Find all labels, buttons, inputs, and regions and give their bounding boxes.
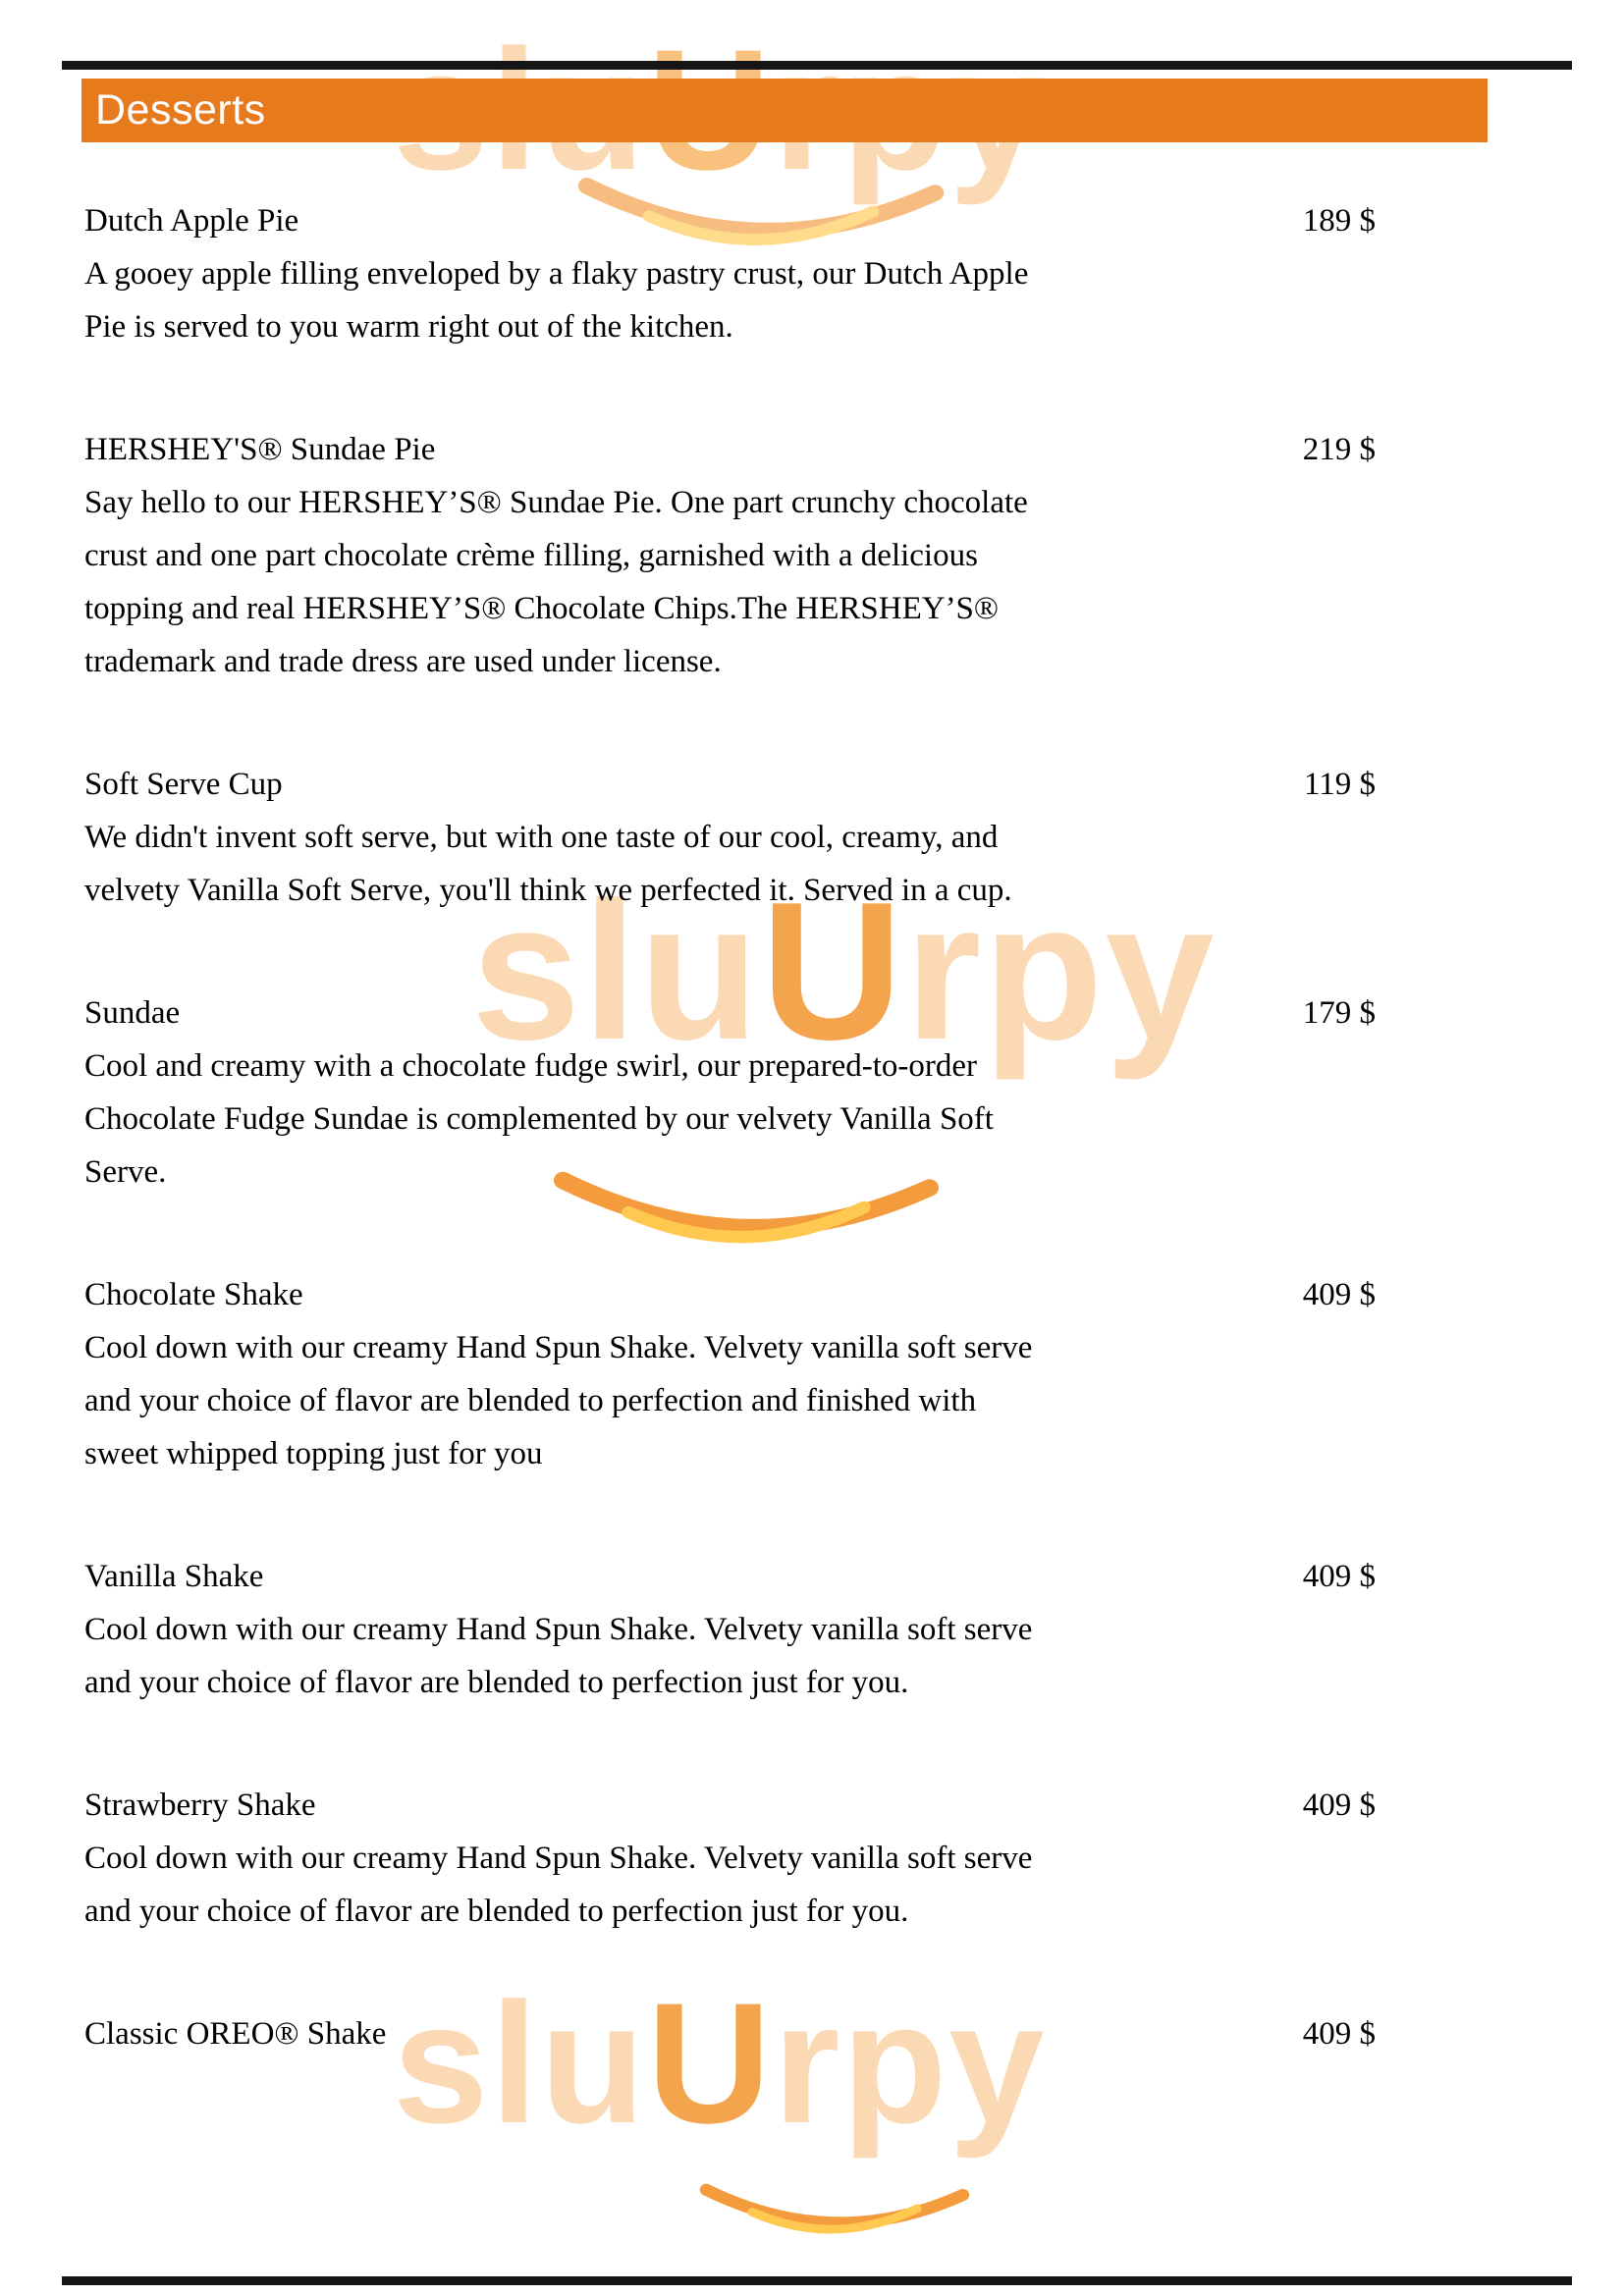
item-description: Cool down with our creamy Hand Spun Shake. Velvety vanilla soft serve and your choice of flavor are blended to perfection just for you.: [84, 1612, 1033, 1700]
item-name: Strawberry Shake: [84, 1788, 316, 1823]
item-description: Cool down with our creamy Hand Spun Shake. Velvety vanilla soft serve and your choice of flavor are blended to perfection just for you.: [84, 1841, 1033, 1929]
section-title: Desserts: [95, 86, 266, 133]
item-description: Cool and creamy with a chocolate fudge swirl, our prepared-to-order Chocolate Fudge Sundae is complemented by our velvety Vanilla Soft Serve.: [84, 1048, 994, 1190]
watermark-letter: y: [948, 1968, 1047, 2160]
watermark-letter: l: [582, 862, 639, 1081]
watermark-smile-icon: [697, 2174, 972, 2243]
menu-item: [84, 1268, 1376, 1480]
bottom-divider: [62, 2276, 1572, 2285]
item-description: We didn't invent soft serve, but with one taste of our cool, creamy, and velvety Vanilla Soft Serve, you'll think we perfected it. Served in a cup.: [84, 820, 1012, 908]
item-name: Vanilla Shake: [84, 1559, 264, 1594]
item-price: 119 $: [1303, 767, 1376, 802]
watermark-letter: y: [1105, 862, 1217, 1081]
item-name: Sundae: [84, 995, 181, 1031]
watermark-letter: p: [841, 1968, 949, 2160]
menu-item-header: [84, 758, 1376, 811]
watermark-letter: s: [471, 862, 583, 1081]
watermark-letter: u: [539, 1968, 647, 2160]
menu-item: [84, 194, 1376, 353]
top-divider: [62, 61, 1572, 70]
menu-item-header: [84, 194, 1376, 247]
menu-item: [84, 1550, 1376, 1709]
watermark-letter: p: [983, 862, 1106, 1081]
watermark-letter: s: [393, 1968, 491, 2160]
section-header: [81, 79, 1488, 142]
item-description: A gooey apple filling enveloped by a flaky pastry crust, our Dutch Apple Pie is served to you warm right out of the kitchen.: [84, 256, 1029, 345]
item-price: 409 $: [1302, 1788, 1376, 1823]
item-name: HERSHEY'S® Sundae Pie: [84, 432, 436, 467]
item-description: Cool down with our creamy Hand Spun Shake. Velvety vanilla soft serve and your choice of flavor are blended to perfection and finished with sweet whipped topping just for you: [84, 1330, 1033, 1471]
item-price: 409 $: [1302, 1277, 1376, 1312]
item-name: Chocolate Shake: [84, 1277, 303, 1312]
menu-item-header: [84, 1268, 1376, 1321]
menu-item: [84, 758, 1376, 917]
menu-item-header: [84, 2007, 1376, 2060]
menu-item-header: [84, 423, 1376, 476]
watermark-letter: U: [646, 1968, 774, 2160]
menu-item: [84, 423, 1376, 688]
item-name: Soft Serve Cup: [84, 767, 283, 802]
item-price: 409 $: [1302, 2016, 1376, 2052]
menu-item-header: [84, 987, 1376, 1040]
item-price: 409 $: [1302, 1559, 1376, 1594]
menu-item: [84, 987, 1376, 1199]
item-name: Classic OREO® Shake: [84, 2016, 387, 2052]
watermark-letter: l: [490, 1968, 540, 2160]
item-price: 189 $: [1302, 203, 1376, 239]
item-price: 219 $: [1302, 432, 1376, 467]
item-name: Dutch Apple Pie: [84, 203, 299, 239]
menu-list: [84, 194, 1376, 2130]
item-price: 179 $: [1302, 995, 1376, 1031]
item-description: Say hello to our HERSHEY’S® Sundae Pie. One part crunchy chocolate crust and one part chocolate crème filling, garnished with a delicious topping and real HERSHEY’S® Chocolate Chips.The HERSHEY’S® trademark and trade dress are used under license.: [84, 485, 1028, 679]
watermark-letter: U: [760, 862, 905, 1081]
menu-item: [84, 1779, 1376, 1938]
menu-item-header: [84, 1550, 1376, 1603]
watermark-letter: r: [904, 862, 984, 1081]
menu-item: [84, 2007, 1376, 2060]
watermark-letter: r: [773, 1968, 842, 2160]
watermark-letter: u: [638, 862, 761, 1081]
menu-item-header: [84, 1779, 1376, 1832]
